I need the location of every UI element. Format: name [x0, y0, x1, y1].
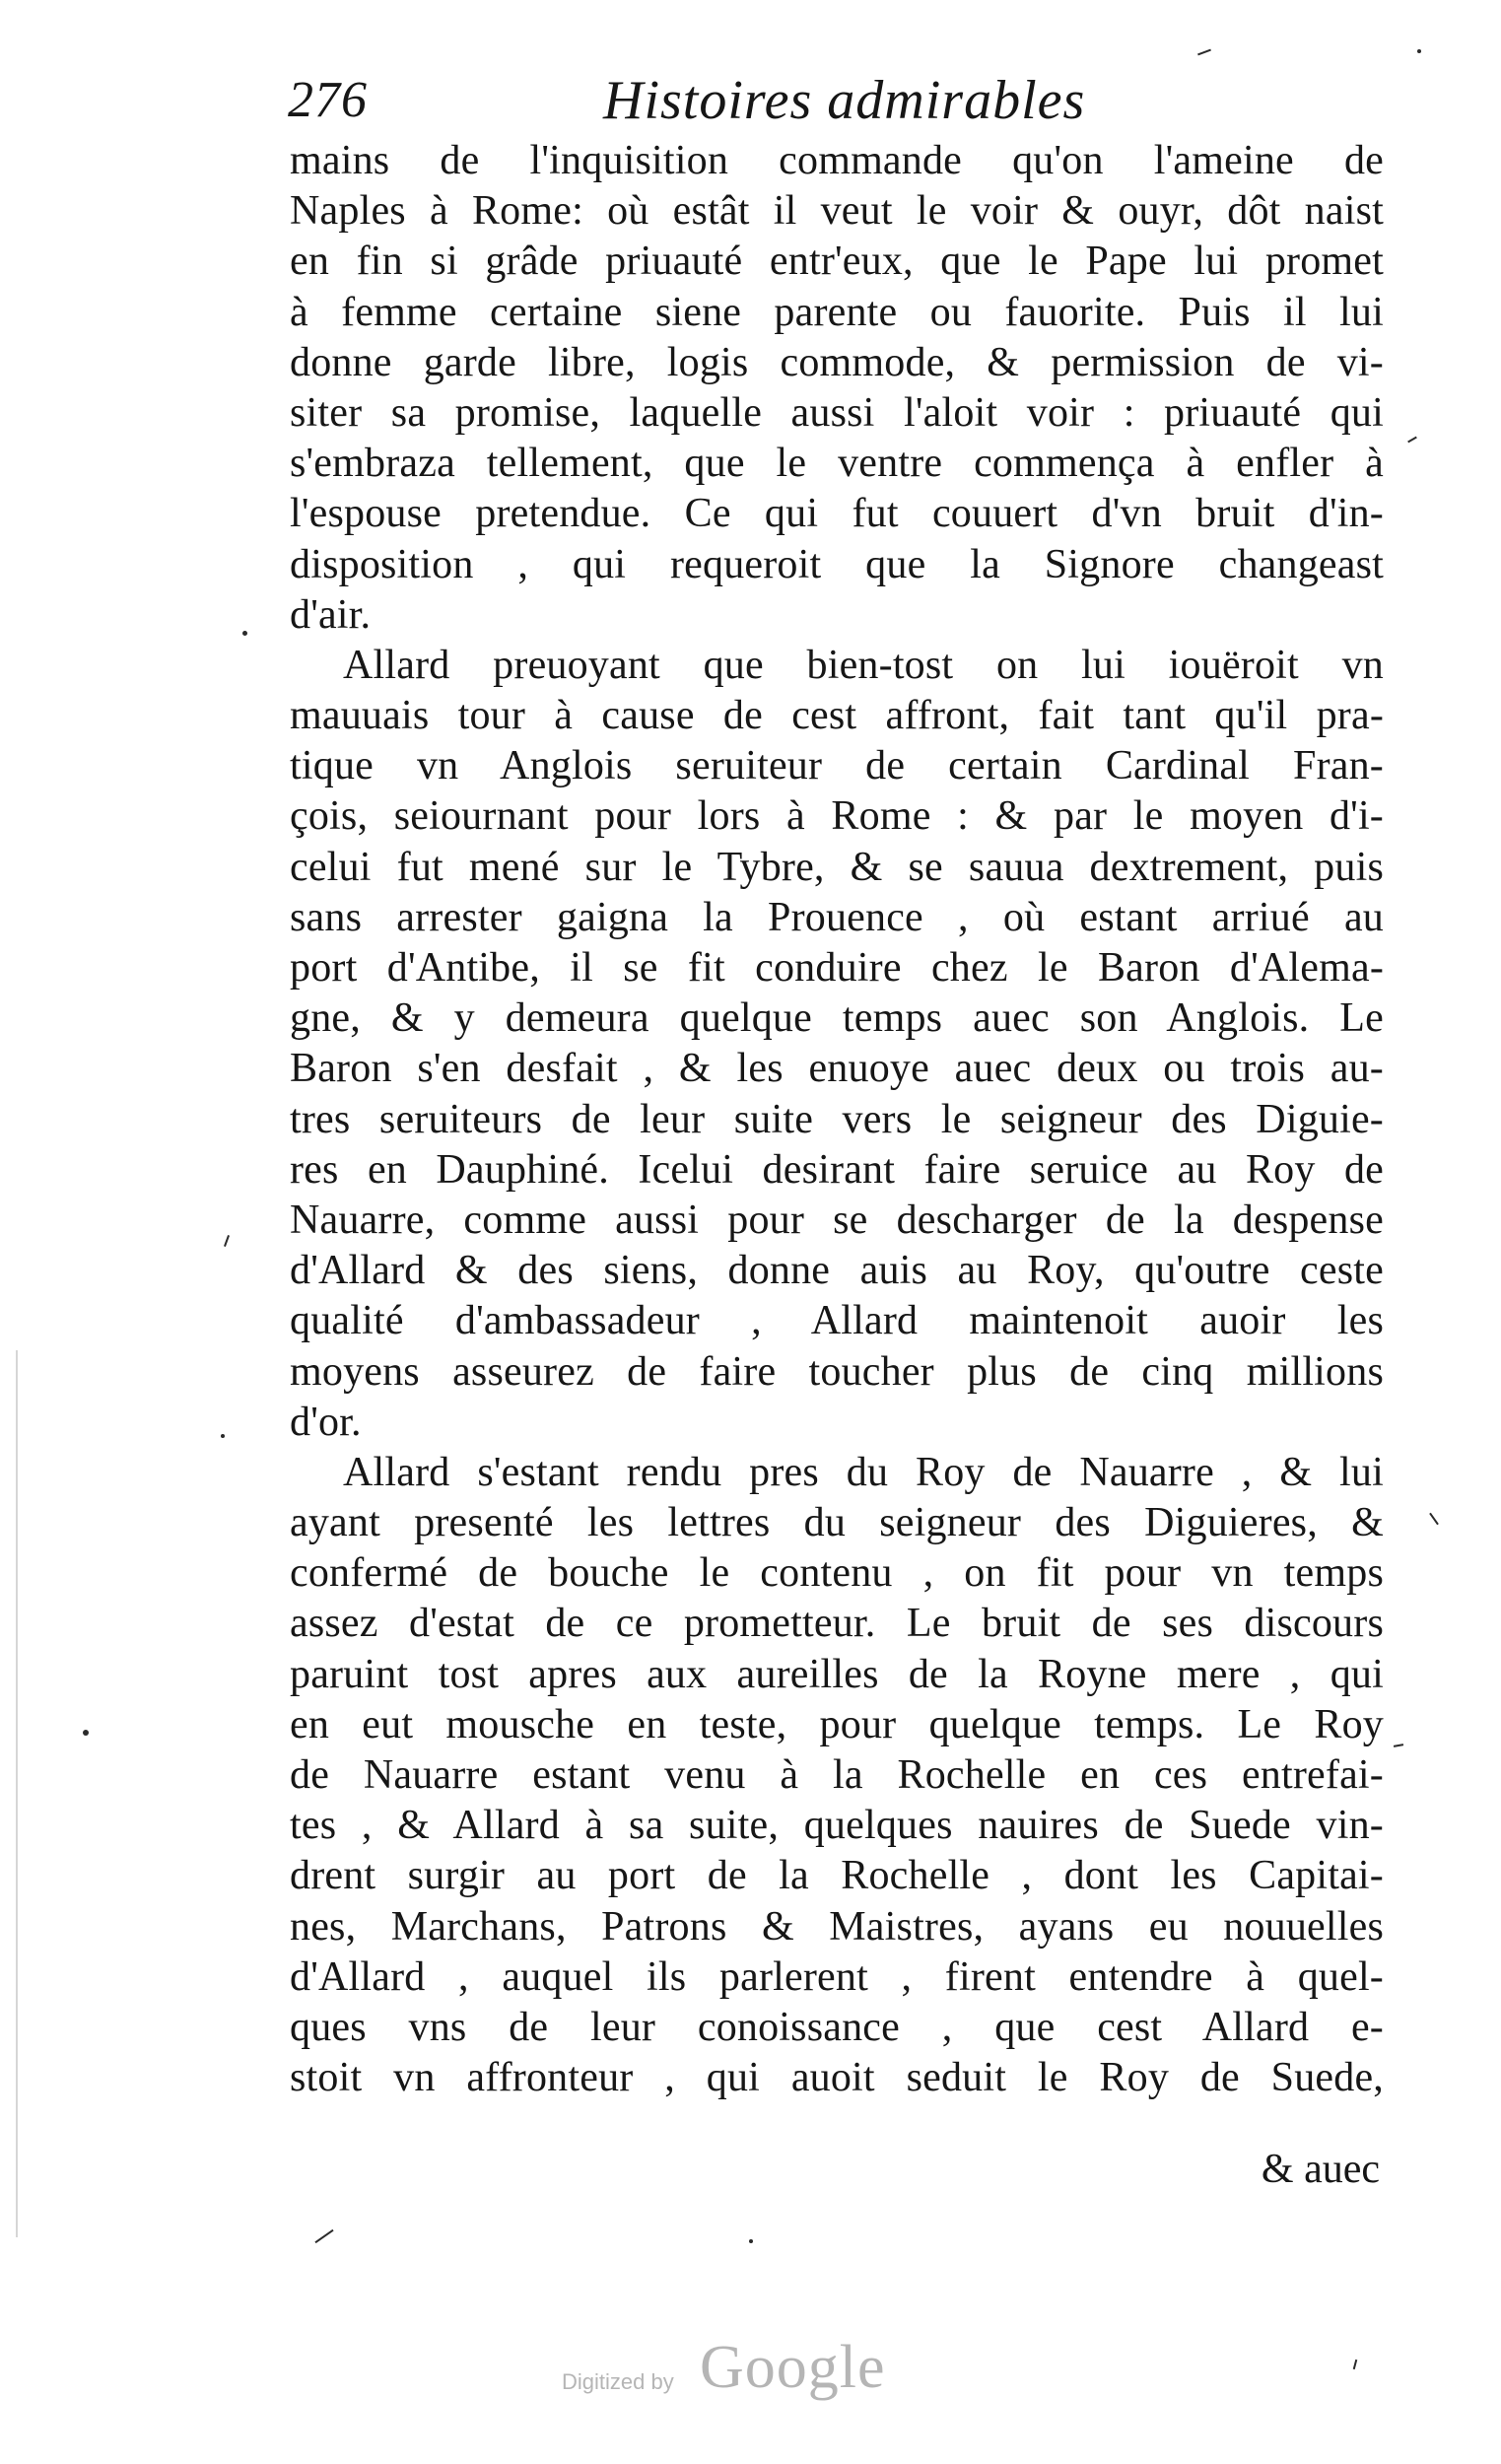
text-line: gne, & y demeura quelque temps auec son Anglois. Le — [290, 995, 1384, 1042]
text-line: Naples à Rome: où estât il veut le voir & ouyr, dôt naist — [290, 188, 1384, 235]
text-line: Nauarre, comme aussi pour se descharger de la despense — [290, 1197, 1384, 1243]
stray-mark — [314, 2229, 333, 2243]
text-line: donne garde libre, logis commode, & permission de vi- — [290, 339, 1384, 385]
text-line: de Nauarre estant venu à la Rochelle en ces entrefai- — [290, 1752, 1384, 1798]
paragraph — [290, 1448, 1384, 2103]
text-line: ayant presenté les lettres du seigneur des Diguieres, & — [290, 1500, 1384, 1546]
text-line: celui fut mené sur le Tybre, & se sauua dextrement, puis — [290, 844, 1384, 890]
text-line: tres seruiteurs de leur suite vers le seigneur des Diguie- — [290, 1096, 1384, 1142]
watermark-prefix: Digitized by — [562, 2369, 674, 2394]
paragraph-container — [290, 136, 1384, 2103]
stray-mark — [1429, 1513, 1439, 1526]
text-line: l'espouse pretendue. Ce qui fut couuert d'vn bruit d'in- — [290, 491, 1384, 537]
page-number: 276 — [288, 72, 368, 128]
stray-mark — [83, 1730, 89, 1736]
stray-mark — [242, 631, 247, 636]
stray-mark — [1417, 49, 1421, 53]
text-line: nes, Marchans, Patrons & Maistres, ayans eu nouuelles — [290, 1903, 1384, 1950]
text-line: Allard s'estant rendu pres du Roy de Nauarre , & lui — [343, 1449, 1384, 1495]
stray-mark — [1353, 2360, 1358, 2369]
paragraph — [290, 641, 1384, 1448]
text-line: mains de l'inquisition commande qu'on l'ameine de — [290, 138, 1384, 183]
text-line: qualité d'ambassadeur , Allard maintenoit auoir les — [290, 1298, 1384, 1344]
google-watermark — [562, 2328, 936, 2417]
text-line: à femme certaine siene parente ou fauorite. Puis il lui — [290, 289, 1384, 335]
stray-mark — [224, 1235, 230, 1247]
text-line: çois, seiournant pour lors à Rome : & par le moyen d'i- — [290, 793, 1384, 840]
stray-mark — [1394, 1744, 1403, 1747]
page-edge-shadow — [16, 1350, 18, 2237]
text-line: Allard preuoyant que bien-tost on lui iouëroit vn — [343, 642, 1384, 688]
text-line: sans arrester gaigna la Prouence , où estant arriué au — [290, 894, 1384, 940]
text-line: moyens asseurez de faire toucher plus de cinq millions — [290, 1348, 1384, 1395]
text-line: disposition , qui requeroit que la Signore changeast — [290, 541, 1384, 587]
body-text — [290, 136, 1384, 2103]
stray-mark — [749, 2239, 753, 2243]
text-line: d'Allard , auquel ils parlerent , firent entendre à quel- — [290, 1953, 1384, 2000]
text-line: mauuais tour à cause de cest affront, fait tant qu'il pra- — [290, 693, 1384, 739]
text-line: d'Allard & des siens, donne auis au Roy, qu'outre ceste — [290, 1248, 1384, 1294]
text-line: res en Dauphiné. Icelui desirant faire seruice au Roy de — [290, 1146, 1384, 1193]
running-head — [288, 61, 1372, 140]
text-line: ques vns de leur conoissance , que cest Allard e- — [290, 2004, 1384, 2050]
text-line: tes , & Allard à sa suite, quelques nauires de Suede vin- — [290, 1803, 1384, 1849]
google-logo: Google — [700, 2334, 886, 2401]
text-line: confermé de bouche le contenu , on fit pour vn temps — [290, 1550, 1384, 1597]
text-line: paruint tost apres aux aureilles de la Royne mere , qui — [290, 1651, 1384, 1697]
stray-mark — [1407, 437, 1417, 444]
text-line: en eut mousche en teste, pour quelque temps. Le Roy — [290, 1701, 1384, 1747]
text-line: tique vn Anglois seruiteur de certain Cardinal Fran- — [290, 743, 1384, 789]
paragraph — [290, 136, 1384, 641]
text-line: siter sa promise, laquelle aussi l'aloit voir : priuauté qui — [290, 389, 1384, 436]
running-title: Histoires admirables — [603, 70, 1086, 131]
text-line: en fin si grâde priuauté entr'eux, que le Pape lui promet — [290, 239, 1384, 285]
text-line: drent surgir au port de la Rochelle , dont les Capitai- — [290, 1853, 1384, 1899]
text-line: Baron s'en desfait , & les enuoye auec deux ou trois au- — [290, 1046, 1384, 1092]
text-line: s'embraza tellement, que le ventre commença à enfler à — [290, 441, 1384, 487]
catchword: & auec — [1261, 2147, 1380, 2192]
text-line: d'or. — [290, 1399, 362, 1445]
text-line: port d'Antibe, il se fit conduire chez le Baron d'Alema- — [290, 945, 1384, 991]
stray-mark — [1197, 49, 1211, 56]
text-line: assez d'estat de ce prometteur. Le bruit de ses discours — [290, 1601, 1384, 1647]
text-line: stoit vn affronteur , qui auoit seduit le Roy de Suede, — [290, 2055, 1384, 2101]
text-line: d'air. — [290, 591, 372, 638]
stray-mark — [221, 1434, 225, 1438]
